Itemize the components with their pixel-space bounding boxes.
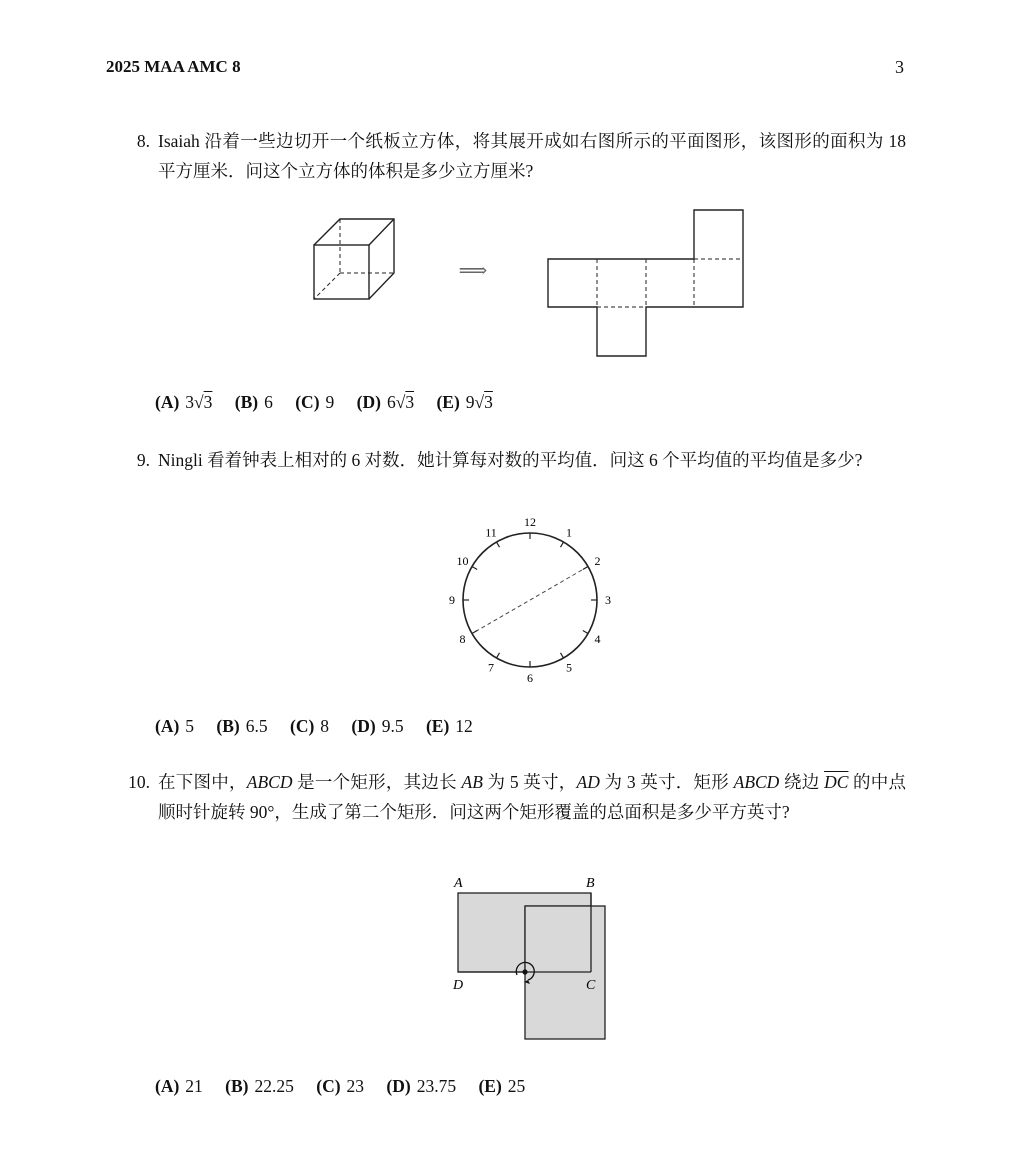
- choice-e: (E) 25: [478, 1076, 526, 1096]
- choice-e: (E) 12: [425, 716, 473, 736]
- choice-b: (B) 6.5: [216, 716, 268, 736]
- choice-a: (A) 3√3: [155, 392, 213, 412]
- choice-b: (B) 6: [234, 392, 273, 412]
- clock-tick: [583, 631, 588, 634]
- label-d: D: [453, 978, 464, 993]
- question-10: [120, 767, 906, 827]
- choice-d: (D) 6√3: [356, 392, 415, 412]
- choice-c: (C) 9: [295, 392, 335, 412]
- choice-b: (B) 22.25: [225, 1076, 294, 1096]
- label-a: A: [454, 876, 463, 891]
- clock-tick: [561, 653, 564, 658]
- choice-c: (C) 23: [316, 1076, 365, 1096]
- rotation-center: [522, 969, 527, 974]
- diameter-2-8: [472, 567, 588, 634]
- choice-e: (E) 9√3: [436, 392, 493, 412]
- clock-number-6: 6: [527, 671, 533, 685]
- clock-tick: [561, 542, 564, 547]
- question-9: [120, 445, 906, 475]
- question-number: 8.: [136, 131, 150, 151]
- question-text: Isaiah 沿着一些边切开一个纸板立方体，将其展开成如右图所示的平面图形，该图形的面积为 18 平方厘米．问这个立方体的体积是多少立方厘米?: [158, 131, 906, 181]
- choice-d: (D) 23.75: [386, 1076, 457, 1096]
- clock-number-5: 5: [566, 660, 572, 675]
- answer-choices-q8: [155, 392, 511, 413]
- clock-number-2: 2: [594, 554, 601, 568]
- cube-net-drawing: [548, 210, 743, 356]
- clock-tick: [583, 567, 588, 570]
- question-number: 9.: [136, 450, 150, 470]
- clock-number-9: 9: [449, 593, 455, 607]
- question-text: Ningli 看着钟表上相对的 6 对数．她计算每对数的平均值．问这 6 个平均值的平均值是多少?: [158, 450, 863, 470]
- implies-arrow: ⟹: [458, 260, 488, 282]
- choice-a: (A) 5: [155, 716, 195, 736]
- clock-number-7: 7: [488, 660, 494, 675]
- rectangles-figure: [440, 870, 620, 1050]
- clock-figure: [430, 510, 630, 695]
- clock-number-4: 4: [594, 632, 601, 646]
- cube-net-figure: [305, 205, 755, 365]
- label-b: B: [586, 876, 595, 891]
- clock-number-8: 8: [459, 632, 466, 646]
- choice-a: (A) 21: [155, 1076, 203, 1096]
- clock-number-1: 1: [566, 525, 572, 540]
- answer-choices-q10: [155, 1076, 543, 1097]
- rotated-rectangles: [452, 876, 605, 1039]
- cube-drawing: [314, 219, 394, 299]
- clock-tick: [472, 567, 477, 570]
- exam-title: 2025 MAA AMC 8: [106, 57, 241, 76]
- question-8: [120, 126, 906, 186]
- choice-d: (D) 9.5: [351, 716, 404, 736]
- page-number: 3: [895, 57, 904, 77]
- clock-number-3: 3: [605, 593, 611, 607]
- answer-choices-q9: [155, 716, 491, 737]
- question-text: 在下图中，ABCD 是一个矩形，其边长 AB 为 5 英寸，AD 为 3 英寸．矩形 ABCD 绕边 $\overline{DC}$ 的中点顺时针旋转 90°，生成了第二个矩形．问这两个矩形覆盖的总面积是多少平方英寸?: [158, 772, 907, 822]
- clock-number-12: 12: [524, 515, 536, 529]
- choice-c: (C) 8: [290, 716, 330, 736]
- clock-number-10: 10: [456, 554, 469, 568]
- clock-tick: [497, 653, 500, 658]
- question-number: 10.: [128, 772, 150, 792]
- clock-number-11: 11: [485, 525, 497, 540]
- clock-tick: [472, 631, 477, 634]
- clock-tick: [497, 542, 500, 547]
- label-c: C: [586, 978, 596, 993]
